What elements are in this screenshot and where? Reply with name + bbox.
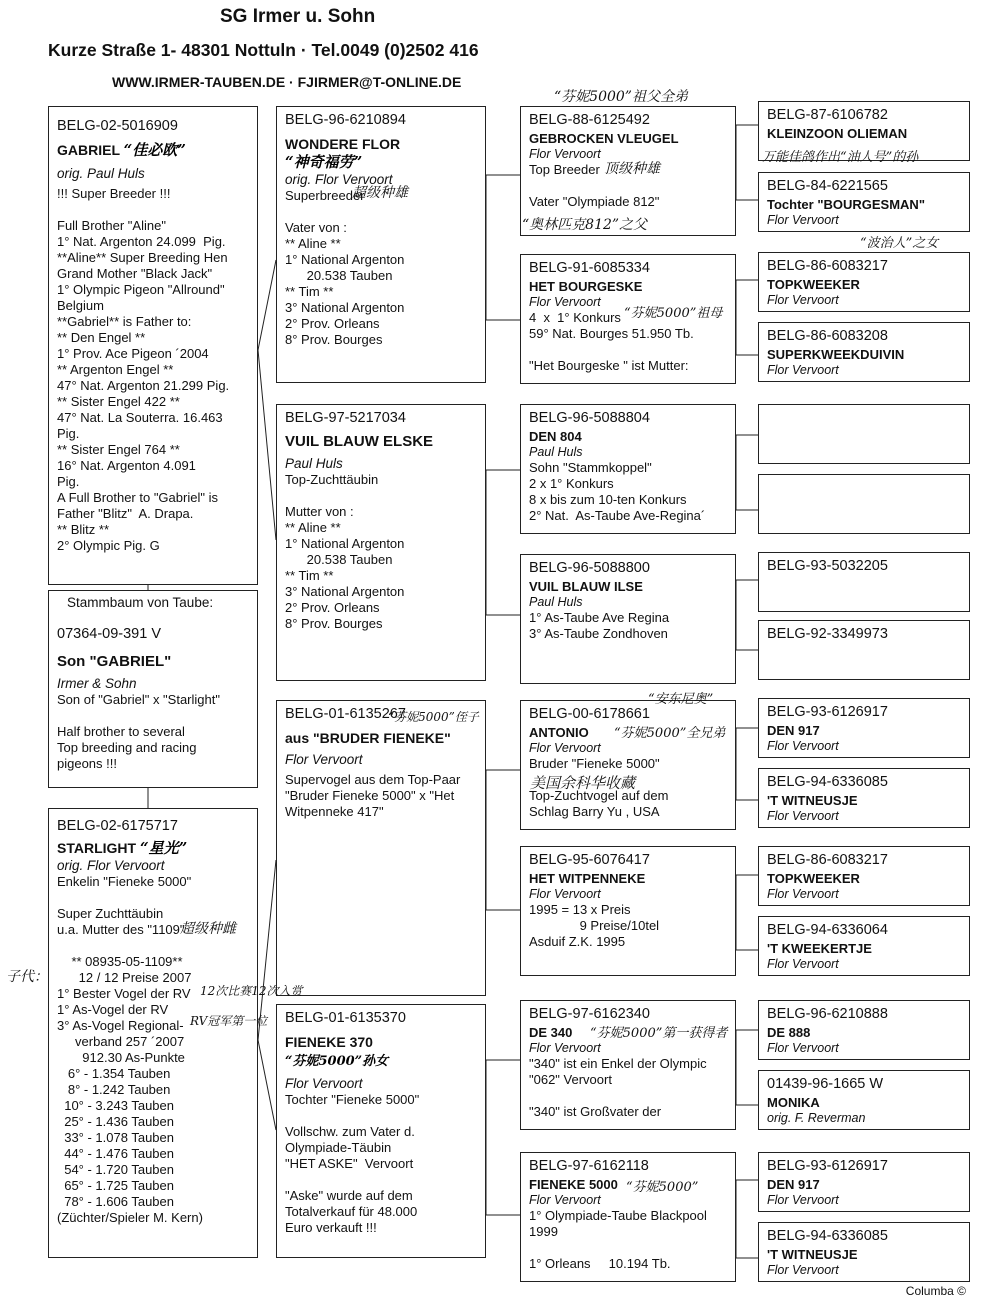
handwritten-note: “波治人”之女 [860,236,939,251]
ring-number: BELG-01-6135267 [285,706,406,722]
details: Top Breeder Vater "Olympiade 812" [529,162,660,209]
sire-card[interactable] [48,106,258,585]
origin: Flor Vervoort [767,809,839,823]
handwritten-note: “芬妮5000”祖父全弟 [554,89,688,105]
details: Tochter "Fieneke 5000" Vollschw. zum Vater d. Olympiade-Täubin "HET ASKE" Vervoort "Aske" wurde auf dem Totalverkauf für 48.000 Euro verkauft !!! [285,1092,420,1235]
details: Sohn "Stammkoppel" 2 x 1° Konkurs 8 x bis zum 10-ten Konkurs 2° Nat. As-Taube Ave-Regina´ [529,460,706,523]
gen3-card-5[interactable] [520,700,736,830]
gen4-card-16[interactable] [758,1222,970,1282]
ring-number: BELG-86-6083208 [767,328,888,344]
pigeon-name: DEN 917 [767,723,820,738]
handwritten-note: “芬妮5000” [626,1180,699,1195]
origin: Paul Huls [529,595,583,609]
ring-number: BELG-94-6336085 [767,774,888,790]
origin: Flor Vervoort [767,1193,839,1207]
ring-number: BELG-01-6135370 [285,1010,406,1026]
details: Supervogel aus dem Top-Paar "Bruder Fieneke 5000" x "Het Witpenneke 417" [285,772,461,819]
pigeon-name: DE 340 [529,1025,573,1040]
ring-number: BELG-97-5217034 [285,410,406,426]
handwritten-note: “芬妮5000”侄子 [388,710,479,724]
origin: orig. Flor Vervoort [285,172,393,187]
ring-number: BELG-96-6210888 [767,1006,888,1022]
pigeon-name: 'T WITNEUSJE [767,1247,858,1262]
pigeon-name: FIENEKE 5000 [529,1177,618,1192]
origin: Flor Vervoort [767,887,839,901]
gen3-card-4[interactable] [520,554,736,684]
ring-number: 01439-96-1665 W [767,1076,884,1092]
pigeon-name: ANTONIO [529,725,589,740]
pigeon-name: VUIL BLAUW ILSE [529,579,643,594]
dam-details: Enkelin "Fieneke 5000" Super Zuchttäubin u.a. Mutter des "1109" ** 08935-05-1109** 12 / 12 Preise 2007 1° Bester Vogel der RV 1° As-Vogel der RV 3° As-Vogel Regional- verband 257 ´2007 912.30 As-Punkte 6° - 1.354 Tauben 8° - 1.242 Tauben 10° - 3.243 Tauben 25° - 1.436 Tauben 33° - 1.078 Tauben 44° - 1.476 Tauben 54° - 1.720 Tauben 65° - 1.725 Tauben 78° - 1.606 Tauben (Züchter/Spieler M. Kern) [57,874,203,1225]
origin: Paul Huls [529,445,583,459]
ring-number: BELG-86-6083217 [767,852,888,868]
handwritten-note: “芬妮5000”祖母 [624,306,723,321]
details: 4 x 1° Konkurs 59° Nat. Bourges 51.950 Tb. "Het Bourgeske " ist Mutter: [529,310,694,373]
ring-number: BELG-93-6126917 [767,1158,888,1174]
pigeon-name: HET WITPENNEKE [529,871,646,886]
gen4-card-12[interactable] [758,916,970,976]
pigeon-name: Tochter "BOURGESMAN" [767,197,925,212]
origin: Flor Vervoort [285,1076,363,1091]
pigeon-name: 'T WITNEUSJE [767,793,858,808]
sire-origin: orig. Paul Huls [57,166,145,181]
subject-details: Son of "Gabriel" x "Starlight" Half brother to several Top breeding and racing pigeons !!! [57,692,220,771]
ring-number: BELG-96-6210894 [285,112,406,128]
origin: Flor Vervoort [529,741,601,755]
breeder-address: Kurze Straße 1- 48301 Nottuln · Tel.0049 (0)2502 416 [48,40,479,60]
handwritten-note: 美国余科华收藏 [530,774,636,792]
subject-breeder: Irmer & Sohn [57,676,137,691]
ring-number: BELG-95-6076417 [529,852,650,868]
subject-name: Son "GABRIEL" [57,653,172,670]
details: Bruder "Fieneke 5000" Top-Zuchtvogel auf dem Schlag Barry Yu , USA [529,756,669,819]
ring-number: BELG-94-6336064 [767,922,888,938]
gen4-card-14[interactable] [758,1070,970,1130]
origin: Flor Vervoort [529,1041,601,1055]
pigeon-name: KLEINZOON OLIEMAN [767,126,908,141]
pigeon-name: TOPKWEEKER [767,871,860,886]
ring-number: BELG-00-6178661 [529,706,650,722]
handwritten-note: “芬妮5000”第一获得者 [590,1026,728,1041]
handwritten-note: 顶级种雄 [604,161,660,177]
dam-handwritten-note: “星光” [139,839,188,857]
handwritten-note: 超级种雌 [180,921,236,937]
granddam-maternal-card[interactable] [276,1004,486,1258]
grandsire-paternal-card[interactable] [276,106,486,383]
details: "340" ist ein Enkel der Olympic "062" Vervoort "340" ist Großvater der [529,1056,707,1119]
sire-name: GABRIEL “佳必欧” [57,141,186,159]
origin: Flor Vervoort [529,295,601,309]
ring-number: BELG-93-6126917 [767,704,888,720]
ring-number: BELG-97-6162340 [529,1006,650,1022]
details: 1995 = 13 x Preis 9 Preise/10tel Asduif Z.K. 1995 [529,902,660,949]
gen4-card-9[interactable] [758,698,970,758]
gen3-card-7[interactable] [520,1000,736,1130]
origin: Flor Vervoort [767,293,839,307]
pigeon-name: GEBROCKEN VLEUGEL [529,131,679,146]
ring-number: BELG-87-6106782 [767,107,888,123]
granddam-paternal-card[interactable] [276,404,486,681]
pigeon-name: 'T KWEEKERTJE [767,941,872,956]
origin: Flor Vervoort [767,1263,839,1277]
ring-number: BELG-88-6125492 [529,112,650,128]
origin: Paul Huls [285,456,343,471]
details: Top-Zuchttäubin Mutter von : ** Aline ** 1° National Argenton 20.538 Tauben ** Tim ** 3° National Argenton 2° Prov. Orleans 8° Prov. Bourges [285,472,405,631]
details: 1° As-Taube Ave Regina 3° As-Taube Zondhoven [529,610,670,641]
origin: Flor Vervoort [767,213,839,227]
gen4-card-10[interactable] [758,768,970,828]
ring-number: BELG-84-6221565 [767,178,888,194]
gen4-card-11[interactable] [758,846,970,906]
gen4-card-2[interactable] [758,172,970,232]
origin: Flor Vervoort [767,1041,839,1055]
gen4-card-13[interactable] [758,1000,970,1060]
ring-number: BELG-94-6336085 [767,1228,888,1244]
origin: Flor Vervoort [767,363,839,377]
dam-card[interactable] [48,808,258,1258]
sire-details: !!! Super Breeder !!! Full Brother "Aline" 1° Nat. Argenton 24.099 Pig. **Aline** Super Breeding Hen Grand Mother "Black Jack" 1° Olympic Pigeon "Allround" Belgium **Gabriel** is Father to: ** Den Engel ** 1° Prov. Ace Pigeon ´2004 ** Argenton Engel ** 47° Nat. Argenton 21.299 Pig. ** Sister Engel 422 ** 47° Nat. La Souterra. 16.463 Pig. ** Sister Engel 764 ** 16° Nat. Argenton 4.091 Pig. A Full Brother to "Gabriel" is Father "Blitz" A. Drapa. ** Blitz ** 2° Olympic Pig. G [57,186,230,553]
ring-number: BELG-86-6083217 [767,258,888,274]
origin: Flor Vervoort [529,147,601,161]
gen4-card-6[interactable] [758,474,970,534]
origin: Flor Vervoort [767,957,839,971]
gen4-card-7[interactable] [758,552,970,612]
ring-number: BELG-91-6085334 [529,260,650,276]
subject-label: Stammbaum von Taube: [67,595,214,610]
sire-handwritten-note: “佳必欧” [123,141,186,159]
sire-ring-number: BELG-02-5016909 [57,118,178,134]
pigeon-name: WONDERE FLOR “神奇福劳” [285,136,401,171]
ring-number: BELG-97-6162118 [529,1158,649,1174]
origin: Flor Vervoort [529,1193,601,1207]
footer-credit: Columba © [905,1284,966,1298]
pigeon-name: DEN 917 [767,1177,820,1192]
handwritten-note: “安东尼奥” [648,692,714,707]
gen3-card-3[interactable] [520,404,736,534]
gen4-card-5[interactable] [758,404,970,464]
gen4-card-15[interactable] [758,1152,970,1212]
handwritten-note: 12次比赛12次入赏 [200,984,303,998]
gen3-card-8[interactable] [520,1152,736,1282]
subject-card[interactable] [48,590,258,788]
ring-number: BELG-96-5088804 [529,410,650,426]
pigeon-name: aus "BRUDER FIENEKE" [285,730,451,746]
dam-ring-number: BELG-02-6175717 [57,818,178,834]
gen4-card-3[interactable] [758,252,970,312]
pigeon-name: VUIL BLAUW ELSKE [285,433,434,450]
handwritten-note: 子代： [6,969,48,985]
breeder-web-contact: WWW.IRMER-TAUBEN.DE · FJIRMER@T-ONLINE.DE [112,74,462,90]
origin: Flor Vervoort [767,739,839,753]
pigeon-name: DEN 804 [529,429,582,444]
handwritten-note: 万能佳鸽作出“油人号”的孙 [762,150,919,165]
origin: orig. F. Reverman [767,1111,866,1125]
ring-number: BELG-93-5032205 [767,558,888,574]
grandsire-maternal-card[interactable] [276,700,486,996]
details: 1° Olympiade-Taube Blackpool 1999 1° Orleans 10.194 Tb. [529,1208,707,1271]
gen3-card-6[interactable] [520,846,736,976]
gen4-card-8[interactable] [758,620,970,680]
handwritten-note: 超级种雄 [352,185,408,201]
breeder-title: SG Irmer u. Sohn [220,6,376,27]
pigeon-name: MONIKA [767,1095,820,1110]
ring-number: BELG-92-3349973 [767,626,888,642]
origin: Flor Vervoort [529,887,601,901]
pigeon-name: DE 888 [767,1025,811,1040]
pigeon-name: SUPERKWEEKDUIVIN [767,347,905,362]
ring-number: BELG-96-5088800 [529,560,650,576]
handwritten-note: “芬妮5000”全兄弟 [614,726,726,741]
dam-name: STARLIGHT “星光” [57,839,188,857]
pigeon-name: FIENEKE 370 “芬妮5000”孙女 [285,1034,389,1069]
details: Superbreeder Vater von : ** Aline ** 1° National Argenton 20.538 Tauben ** Tim ** 3° National Argenton 2° Prov. Orleans 8° Prov. Bourges [285,188,405,347]
origin: Flor Vervoort [285,752,363,767]
pigeon-name: HET BOURGESKE [529,279,643,294]
dam-origin: orig. Flor Vervoort [57,858,165,873]
handwritten-note: RV冠军第一位 [190,1014,268,1028]
handwritten-note: “奥林匹克812”之父 [522,217,648,233]
subject-ring-number: 07364-09-391 V [57,626,161,642]
gen4-card-4[interactable] [758,322,970,382]
pigeon-name: TOPKWEEKER [767,277,860,292]
